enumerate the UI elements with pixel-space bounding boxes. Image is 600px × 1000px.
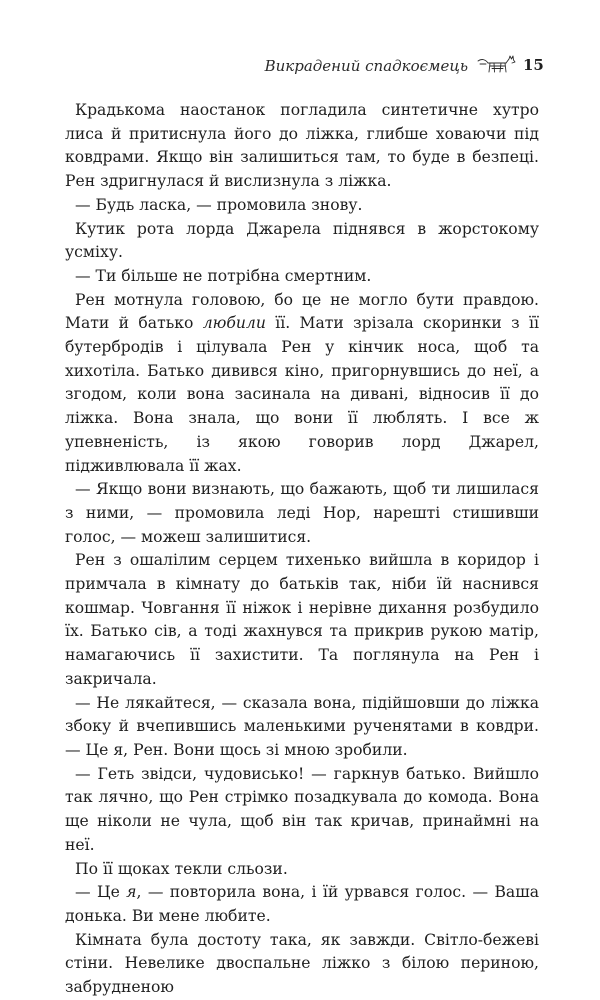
paragraph: По її щоках текли сльози.	[75, 859, 288, 878]
paragraph: — Ти більше не потрібна смертним.	[75, 266, 372, 285]
paragraph: Рен з ошалілим серцем тихенько вийшла в коридор і примчала в кімнату до батьків так, ніби їй наснився кошмар. Човгання її ніжок і нерівне дихання розбудило їх. Батько сів, а тоді жахнувся та прикрив рукою матір, намагаючись її захистити. Та поглянула на Рен і закричала.	[65, 551, 539, 688]
paragraph: — Не лякайтеся, — сказала вона, підійшовши до ліжка збоку й вчепившись маленькими рученятами в ковдри. — Це я, Рен. Вони щось зі мною зробили.	[65, 693, 539, 759]
paragraph: — Будь ласка, — промовила знову.	[75, 195, 363, 214]
emphasis: любили	[202, 314, 266, 333]
page-number: 15	[523, 56, 544, 74]
paragraph: Кімната була достоту така, як завжди. Світло-бежеві стіни. Невелике двоспальне ліжко з білою периною, забрудненою	[65, 930, 539, 997]
fox-icon	[476, 53, 516, 75]
paragraph: — Це я, — повторила вона, і їй урвався голос. — Ваша донька. Ви мене любите.	[65, 883, 539, 925]
running-title: Викрадений спадкоємець	[264, 57, 468, 75]
paragraph: Кутик рота лорда Джарела піднявся в жорстокому усміху.	[65, 219, 539, 262]
paragraph: — Геть звідси, чудовисько! — гаркнув батько. Вийшло так лячно, що Рен стрімко позадкувала до комода. Вона ще ніколи не чула, щоб він так кричав, принаймні на неї.	[65, 764, 539, 854]
body-text	[65, 99, 539, 1000]
emphasis: я	[126, 883, 137, 902]
paragraph: Крадькома наостанок погладила синтетичне хутро лиса й притиснула його до ліжка, глибше ховаючи під ковдрами. Якщо він залишиться там, то буде в безпеці. Рен здригнулася й вислизнула з ліжка.	[65, 101, 539, 191]
paragraph: Рен мотнула головою, бо це не могло бути правдою. Мати й батько любили її. Мати зрізала скоринки з її бутербродів і цілувала Рен у кінчик носа, щоб та хихотіла. Батько дивився кіно, пригорнувшись до неї, а згодом, коли вона засинала на дивані, відносив її до ліжка. Вона знала, що вони її люблять. І все ж упевненість, із якою говорив лорд Джарел, підживлювала її жах.	[65, 290, 539, 475]
running-header	[0, 55, 600, 79]
paragraph: — Якщо вони визнають, що бажають, щоб ти лишилася з ними, — промовила леді Нор, нарешті стишивши голос, — можеш залишитися.	[65, 480, 539, 546]
